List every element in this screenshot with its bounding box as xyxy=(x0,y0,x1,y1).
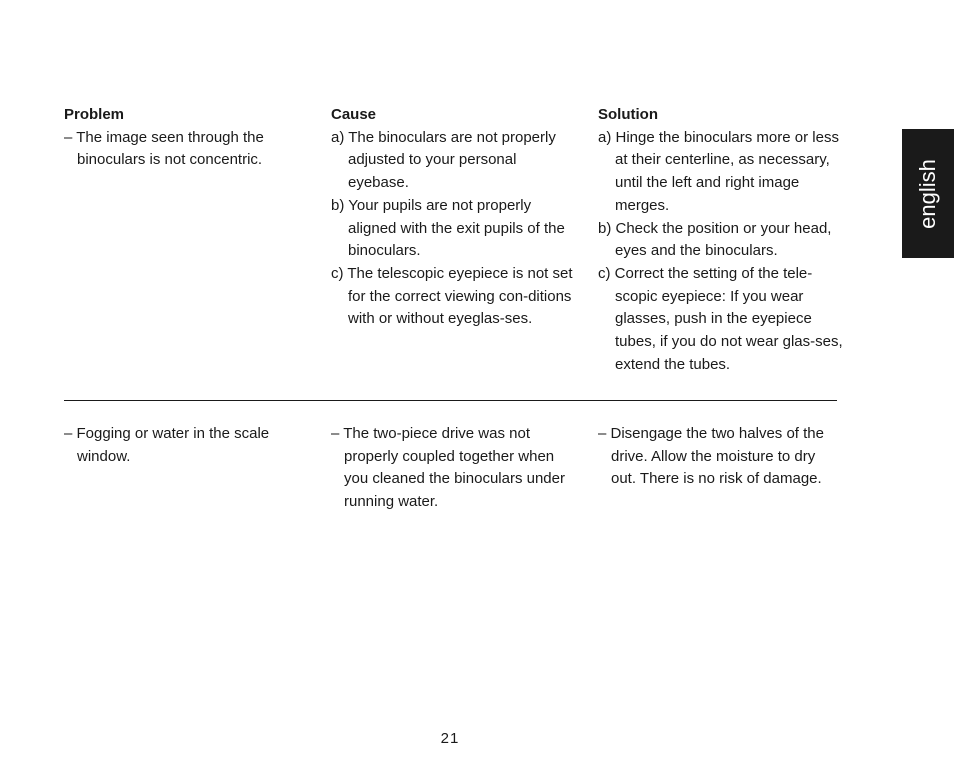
solution-row-2 xyxy=(598,423,843,491)
cause-heading: Cause xyxy=(331,106,377,123)
solution-item: – Disengage the two halves of the drive. Allow the moisture to dry out. There is no risk of damage. xyxy=(598,425,824,488)
problem-item: – The image seen through the binoculars is not concentric. xyxy=(64,128,264,169)
solution-item-b: b) Check the position or your head, eyes and the binoculars. xyxy=(598,219,832,260)
cause-item: – The two-piece drive was not properly coupled together when you cleaned the binoculars under running water. xyxy=(331,425,565,511)
solution-column xyxy=(598,104,843,376)
solution-item-a: a) Hinge the binoculars more or less at their centerline, as necessary, until the left and right image merges. xyxy=(598,128,839,214)
language-label: english xyxy=(915,158,940,229)
solution-heading: Solution xyxy=(598,106,658,123)
language-tab xyxy=(902,129,954,258)
problem-item: – Fogging or water in the scale window. xyxy=(64,425,270,465)
problem-column xyxy=(64,104,314,172)
cause-item-a: a) The binoculars are not properly adjusted to your personal eyebase. xyxy=(331,128,556,192)
cause-column xyxy=(331,104,581,331)
solution-item-c: c) Correct the setting of the tele-scopic eyepiece: If you wear glasses, push in the eyepiece tubes, if you do not wear glas-ses, extend the tubes. xyxy=(598,264,843,373)
cause-item-b: b) Your pupils are not properly aligned with the exit pupils of the binoculars. xyxy=(331,196,565,260)
cause-item-c: c) The telescopic eyepiece is not set for the correct viewing con-ditions with or without eyeglas-ses. xyxy=(331,264,573,328)
problem-row-2 xyxy=(64,423,314,468)
page-number: 21 xyxy=(440,730,460,747)
table-divider xyxy=(64,400,837,401)
problem-heading: Problem xyxy=(64,106,125,123)
cause-row-2 xyxy=(331,423,581,514)
